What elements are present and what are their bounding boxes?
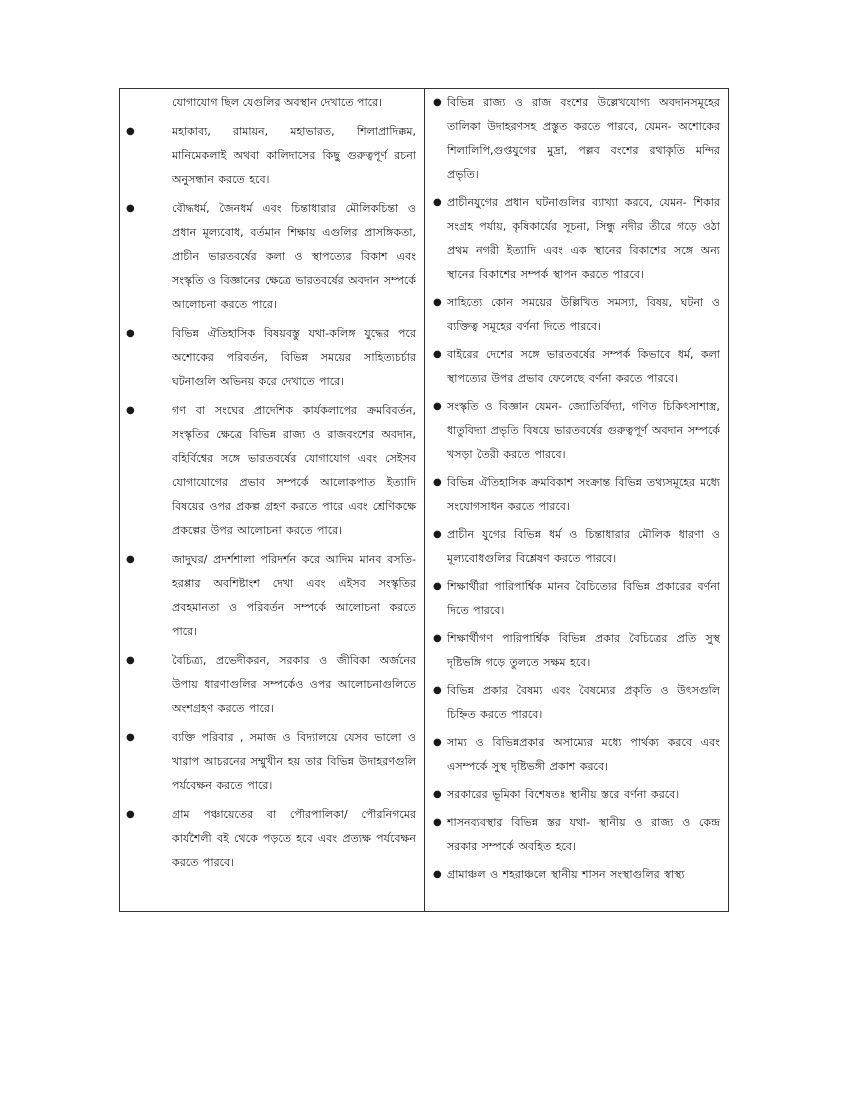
bullet-icon: ●: [126, 203, 135, 214]
list-item: [126, 548, 416, 644]
bullet-icon: ●: [433, 633, 442, 644]
bullet-icon: ●: [433, 297, 442, 308]
list-item: [126, 803, 416, 875]
activities-list: [126, 120, 416, 875]
list-item: [126, 726, 416, 798]
list-item-text: বিভিন্ন ঐতিহাসিক বিষয়বস্তু যথা-কলিঙ্গ যুদ্ধের পরে অশোকের পরিবর্তন, বিভিন্ন সময়ের সাহিত্যচর্চার ঘটনাগুলি অভিনয় করে দেখাতে পারে।: [172, 327, 416, 388]
list-item: [433, 395, 720, 467]
list-item-text: সাম্য ও বিভিন্নপ্রকার অসাম্যের মধ্যে পার্থক্য করবে এবং এসম্পর্কে সুস্থ দৃষ্টিভঙ্গী প্রকাশ করবে।: [447, 736, 720, 773]
bullet-icon: ●: [433, 401, 442, 412]
list-item: [126, 197, 416, 317]
bullet-icon: ●: [433, 685, 442, 696]
activities-column: [120, 89, 425, 911]
list-item-text: গ্রামাঞ্চল ও শহরাঞ্চলে স্থানীয় শাসন সংস্থাগুলির স্বাস্থ্য: [447, 868, 685, 881]
list-item: [433, 191, 720, 287]
list-item: [433, 863, 720, 887]
list-item-text: গ্রাম পঞ্চায়েতের বা পৌরপালিকা/ পৌরনিগমের কার্যশৈলী বই থেকে পড়তে হবে এবং প্রত্যক্ষ পর্যবেক্ষন করতে পারবে।: [172, 808, 416, 869]
list-item-text: বিভিন্ন রাজ্য ও রাজ বংশের উল্লেখযোগ্য অবদানসমূহের তালিকা উদাহরণসহ প্রস্তুত করতে পারবে, যেমন- অশোকের শিলালিপি,গুপ্তযুগের মুদ্রা, পল্লব বংশের রথাকৃতি মন্দির প্রভৃতি।: [447, 96, 720, 181]
continued-text: যোগাযোগ ছিল যেগুলির অবস্থান দেখাতে পারে।: [172, 96, 383, 109]
list-item-text: জাদুঘর/ প্রদর্শশালা পরিদর্শন করে আদিম মানব বসতি-হরপ্পার অবশিষ্টাংশ দেখা এবং এইসব সংস্কৃতির প্রবহমানতা ও পরিবর্তন সম্পর্কে আলোচনা করতে পারে।: [172, 553, 416, 638]
list-item-text: সাহিত্যে কোন সময়ের উল্লিখিত সমস্যা, বিষয়, ঘটনা ও ব্যক্তিত্ব সমূহের বর্ণনা দিতে পারবে।: [447, 296, 720, 333]
list-item-text: গণ বা সংঘের প্রাদেশিক কার্যকলাপের ক্রমবিবর্তন, সংস্কৃতির ক্ষেত্রে বিভিন্ন রাজ্য ও রাজবংশের অবদান, বহির্বিশ্বের সঙ্গে ভারতবর্ষের যোগাযোগ এবং সেইসব যোগাযোগের প্রভাব সম্পর্কে আলোকপাত ইত্যাদি বিষয়ের ওপর প্রকল্প গ্রহণ করতে পারে এবং শ্রেণিকক্ষে প্রকল্পের উপর আলোচনা করতে পারে।: [172, 404, 416, 537]
list-item-text: বিভিন্ন ঐতিহাসিক ক্রমবিকাশ সংক্রান্ত বিভিন্ন তথ্যসমূহের মধ্যে সংযোগসাধন করতে পারবে।: [447, 476, 720, 513]
list-item: [433, 343, 720, 391]
list-item: [433, 679, 720, 727]
list-item: [126, 399, 416, 543]
bullet-icon: ●: [433, 737, 442, 748]
bullet-icon: ●: [126, 328, 135, 339]
bullet-icon: ●: [433, 817, 442, 828]
list-item-text: প্রাচীনযুগের প্রধান ঘটনাগুলির ব্যাখ্যা করবে, যেমন- শিকার সংগ্রহ পর্যায়, কৃষিকার্যের সূচনা, সিন্ধু নদীর তীরে গড়ে ওঠা প্রথম নগরী ইত্যাদি এবং এক স্থানের বিকাশের সঙ্গে অন্য স্থানের বিকাশের সম্পর্ক স্থাপন করতে পারবে।: [447, 196, 720, 281]
list-item: [433, 627, 720, 675]
bullet-icon: ●: [433, 97, 442, 108]
list-item: [433, 731, 720, 779]
list-item-text: বৈচিত্র্য, প্রভেদীকরন, সরকার ও জীবিকা অর্জনের উপায় ধারণাগুলির সম্পর্কেও ওপর আলোচনাগুলিতে অংশগ্রহণ করতে পারে।: [172, 654, 416, 715]
list-item-text: সংস্কৃতি ও বিজ্ঞান যেমন- জ্যোতির্বিদ্যা, গণিত চিকিৎসাশাস্ত্র, ধাতুবিদ্যা প্রভৃতি বিষয়ে ভারতবর্ষের গুরুত্বপূর্ণ অবদান সম্পর্কে খসড়া তৈরী করতে পারবে।: [447, 400, 720, 461]
bullet-icon: ●: [433, 349, 442, 360]
bullet-icon: ●: [433, 529, 442, 540]
list-item-text: বাইরের দেশের সঙ্গে ভারতবর্ষের সম্পর্ক কিভাবে ধর্ম, কলা স্থাপত্যের উপর প্রভাব ফেলেছে বর্ণনা করতে পারবে।: [447, 348, 720, 385]
bullet-icon: ●: [126, 554, 135, 565]
bullet-icon: ●: [126, 809, 135, 820]
bullet-icon: ●: [433, 869, 442, 880]
list-item: [433, 91, 720, 187]
list-item-text: সরকারের ভূমিকা বিশেষতঃ স্থানীয় স্তরে বর্ণনা করবে।: [447, 788, 680, 801]
list-item: [433, 291, 720, 339]
bullet-icon: ●: [433, 477, 442, 488]
list-item-text: শাসনব্যবস্থার বিভিন্ন স্তর যথা- স্থানীয় ও রাজ্য ও কেন্দ্র সরকার সম্পর্কে অবহিত হবে।: [447, 816, 720, 853]
list-item: [433, 523, 720, 571]
outcomes-column: [425, 89, 728, 911]
list-item-text: শিক্ষার্থীগণ পারিপার্শ্বিক বিভিন্ন প্রকার বৈচিত্রের প্রতি সুস্থ দৃষ্টিভঙ্গি গড়ে তুলতে সক্ষম হবে।: [447, 632, 720, 669]
list-item: [126, 649, 416, 721]
bullet-icon: ●: [126, 732, 135, 743]
list-item: [126, 322, 416, 394]
list-item-text: বৌদ্ধধর্ম, জৈনধর্ম এবং চিন্তাধারার মৌলিকচিন্তা ও প্রধান মূল্যবোধ, বর্তমান শিক্ষায় এগুলির প্রাসঙ্গিকতা, প্রাচীন ভারতবর্ষের কলা ও স্থাপত্যের বিকাশ এবং সংস্কৃতি ও বিজ্ঞানের ক্ষেত্রে ভারতবর্ষের অবদান সম্পর্কে আলোচনা করতে পারে।: [172, 202, 416, 311]
list-item-text: ব্যক্তি পরিবার , সমাজ ও বিদ্যালয়ে যেসব ভালো ও খারাপ আচরনের সম্মুখীন হয় তার বিভিন্ন উদাহরণগুলি পর্যবেক্ষন করতে পারে।: [172, 731, 416, 792]
outcomes-list: [433, 91, 720, 887]
bullet-icon: ●: [126, 126, 135, 137]
list-item-text: বিভিন্ন প্রকার বৈষম্য এবং বৈষম্যের প্রকৃতি ও উৎসগুলি চিহ্নিত করতে পারবে।: [447, 684, 720, 721]
bullet-icon: ●: [126, 405, 135, 416]
curriculum-table: [119, 88, 729, 912]
list-item: [126, 120, 416, 192]
bullet-icon: ●: [433, 197, 442, 208]
bullet-icon: ●: [126, 655, 135, 666]
list-item: [433, 811, 720, 859]
list-item: [433, 575, 720, 623]
list-item-text: প্রাচীন যুগের বিভিন্ন ধর্ম ও চিন্তাধারার মৌলিক ধারণা ও মূল্যবোধগুলির বিশ্লেষণ করতে পারবে।: [447, 528, 720, 565]
bullet-icon: ●: [433, 789, 442, 800]
list-item: [433, 783, 720, 807]
list-item-text: মহাকাব্য, রামায়ন, মহাভারত, শিলাপ্রাদিক্কম, মানিমেকলাই অথবা কালিদাসের কিছু গুরুত্বপূর্ণ রচনা অনুসন্ধান করতে হবে।: [172, 125, 416, 186]
bullet-icon: ●: [433, 581, 442, 592]
list-item-text: শিক্ষার্থীরা পারিপার্শ্বিক মানব বৈচিত্যের বিভিন্ন প্রকারের বর্ণনা দিতে পারবে।: [447, 580, 720, 617]
list-item: [433, 471, 720, 519]
